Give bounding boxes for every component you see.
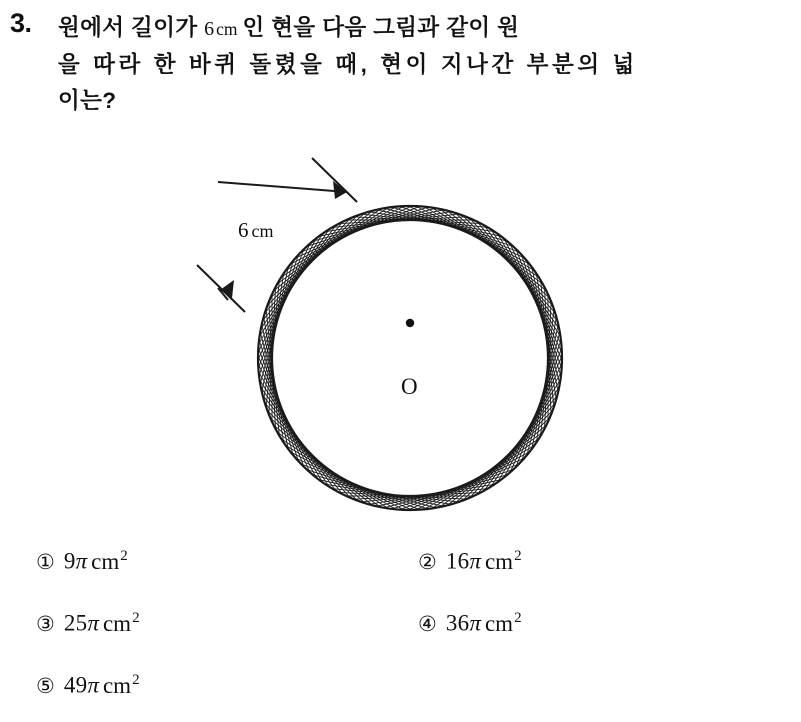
choice-2-exponent: 2 bbox=[514, 548, 522, 564]
center-point bbox=[406, 319, 414, 327]
chord-length-label bbox=[238, 218, 274, 243]
question-line2: 을 따라 한 바퀴 돌렸을 때, 현이 지나간 부분의 넓 bbox=[58, 52, 638, 77]
choice-2-marker: ② bbox=[418, 549, 437, 574]
choice-5[interactable] bbox=[36, 672, 140, 699]
choice-5-unit: cm bbox=[102, 672, 132, 698]
choice-5-value: 49 bbox=[63, 672, 88, 698]
chord-length-unit: cm bbox=[216, 19, 238, 39]
choice-3-pi: π bbox=[87, 610, 99, 636]
choice-1-exponent: 2 bbox=[120, 548, 128, 564]
inner-circle bbox=[272, 220, 548, 496]
choice-1-pi: π bbox=[75, 548, 88, 574]
choice-4-exponent: 2 bbox=[514, 610, 522, 626]
choice-3-unit: cm bbox=[102, 610, 132, 636]
question-number: 3. bbox=[10, 8, 32, 38]
choice-4[interactable] bbox=[418, 610, 522, 637]
chord-length-label-unit: cm bbox=[251, 221, 274, 241]
figure-annulus-diagram bbox=[150, 140, 650, 540]
choice-2-pi: π bbox=[469, 548, 481, 574]
center-label: O bbox=[401, 374, 418, 399]
question-line3: 이는? bbox=[58, 88, 117, 113]
chord-sweep-hatching bbox=[258, 206, 562, 510]
choice-3[interactable] bbox=[36, 610, 140, 637]
choice-2[interactable] bbox=[418, 548, 522, 575]
choice-1[interactable] bbox=[36, 548, 128, 575]
choice-1-unit: cm bbox=[91, 548, 120, 574]
choice-4-marker: ④ bbox=[418, 611, 437, 636]
choice-1-value: 9 bbox=[63, 548, 76, 574]
chord-dimension bbox=[197, 158, 357, 312]
choice-5-pi: π bbox=[87, 672, 99, 698]
choice-4-pi: π bbox=[469, 610, 481, 636]
question-line1-part2: 인 현을 다음 그림과 같이 원 bbox=[242, 15, 520, 40]
choice-1-marker: ① bbox=[36, 549, 55, 574]
chord-length-value: 6 bbox=[204, 18, 215, 40]
question-line1-math bbox=[204, 18, 242, 40]
choice-3-exponent: 2 bbox=[132, 610, 140, 626]
chord-length-label-value: 6 bbox=[238, 218, 249, 242]
choice-4-unit: cm bbox=[484, 610, 514, 636]
choice-4-value: 36 bbox=[445, 610, 470, 636]
choice-3-marker: ③ bbox=[36, 611, 55, 636]
choice-2-unit: cm bbox=[484, 548, 514, 574]
question-text bbox=[58, 10, 778, 119]
choice-2-value: 16 bbox=[445, 548, 470, 574]
choice-3-value: 25 bbox=[63, 610, 88, 636]
question-line1-part1: 원에서 길이가 bbox=[58, 15, 198, 40]
outer-circle bbox=[258, 206, 562, 510]
choice-5-exponent: 2 bbox=[132, 672, 140, 688]
choice-5-marker: ⑤ bbox=[36, 673, 55, 698]
